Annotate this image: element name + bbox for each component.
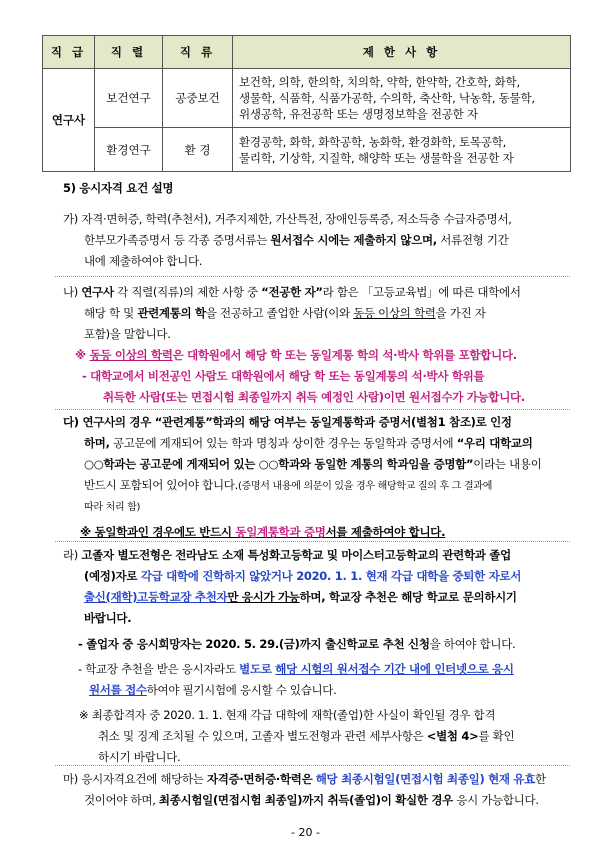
text-span: “전공한 자” [261,285,323,299]
text-line [63,475,542,497]
text-span: 해당 시험의 원서접수 기간 내에 인터넷으로 응시 [275,662,514,676]
paragraph-ra [63,545,521,768]
text-line [63,303,525,324]
text-span: 원서를 접수 [89,683,147,697]
series-cell: 보건연구 [95,69,163,128]
text-span: 각 직렬(직류)의 제한 사항 중 [113,285,262,299]
dash-line [63,659,521,680]
text-span: 하여야 필기시험에 응시할 수 있습니다. [146,683,337,697]
text-span: 취소 및 징계 조치될 수 있으며, 고졸자 별도전형과 관련 세부사항은 [98,729,427,743]
table-row [43,128,571,172]
text-span: 을 하여야 합니다. [429,637,516,651]
text-span: ※ [75,348,90,362]
paragraph-da [63,412,542,543]
restriction-cell [233,128,571,172]
text-span: (증명서 내용에 의문이 있을 경우 해당학교 질의 후 그 결과에 [237,481,493,492]
text-line: 다) 연구사의 경우 “관련계통”학과의 해당 여부는 동일계통학과 증명서(별첨1 참조)로 인정 [63,415,512,429]
header-series: 직 렬 [95,36,163,69]
text-span: 나) [63,285,82,299]
divider [55,276,570,277]
text-line: 따라 처리 함) [84,502,141,513]
text-span: ○○학과는 공고문에 게재되어 있는 ○○학과와 동일한 계통의 학과임을 증명함” [84,457,474,471]
text-span: 해당 최종시험일(면접시험 최종일) 현재 유효 [315,772,536,786]
text-span: 고졸자 별도전형은 전라남도 소재 특성화고등학교 및 마이스터고등학교의 관련학과 졸업 [81,548,511,562]
text-span: 하며, [84,436,110,450]
text-line [63,545,521,566]
text-span: 라) [63,548,82,562]
note-line [63,345,525,366]
note-line [63,726,521,747]
note-line: 취득한 사람(또는 면접시험 최종일까지 취득 예정인 사람)이면 원서접수가 가능합니다. [103,390,525,404]
note-line [63,522,542,543]
text-span: 연구사 [81,285,114,299]
text-line: 가) 자격·면허증, 학력(추천서), 거주지제한, 가산특전, 장애인등록증, 저소득층 수급자증명서, [63,212,512,226]
note-line: ※ 최종합격자 중 2020. 1. 1. 현재 각급 대학에 재학(졸업)한 사실이 확인될 경우 합격 [79,708,496,722]
text-span: 반드시 포함되어 있어야 합니다. [84,478,238,492]
class-cell: 공중보건 [163,69,233,128]
table-row [43,69,571,128]
divider [55,765,570,766]
text-span: <별첨 4> [426,729,479,743]
text-span: “우리 대학교의 [456,436,533,450]
text-span: 동일계통학과 증명 [235,525,326,539]
text-span: 별도로 [239,662,276,676]
text-span: 서류전형 기간 [436,233,509,247]
text-span: 동등 이상의 학력 [353,306,436,320]
text-span: - 학교장 추천을 받은 응시자라도 [78,662,240,676]
text-line: 바랍니다. [84,611,132,625]
text-span: 서를 제출하여야 합니다. [325,525,446,539]
note-line: - 대학교에서 비전공인 사람도 대학원에서 해당 학 또는 동일계통의 석·박사 학위를 [82,369,485,383]
text-span: 출신(재학)고등학교장 추천자 [84,590,228,604]
text-span: 각급 대학에 진학하지 않았거나 2020. 1. 1. 현재 각급 대학을 중퇴한 자로서 [140,569,522,583]
text-span: 이라는 내용이 [473,457,542,471]
text-span: 한 [535,772,546,786]
text-line [63,282,525,303]
text-line [63,769,546,790]
text-span: 한부모가족증명서 등 각종 증명서류는 [84,233,271,247]
text-span: 마) 응시자격요건에 해당하는 [63,772,207,786]
class-cell: 환 경 [163,128,233,172]
dash-line [63,680,521,701]
text-span: - 졸업자 중 응시희망자는 2020. 5. 29.(금)까지 출신학교로 추천 신청 [78,637,430,651]
text-span: 원서접수 시에는 제출하지 않으며, [270,233,437,247]
text-line [63,454,542,475]
note-line: 하시기 바랍니다. [98,750,181,764]
text-line [63,790,546,811]
text-line: 포함)을 말합니다. [84,327,171,341]
text-line [63,433,542,454]
text-span: 관련계통의 학 [137,306,206,320]
text-span: 은 대학원에서 해당 학 또는 동일계통 학의 석·박사 학위를 포함합니다. [172,348,517,362]
text-span: 를 확인 [478,729,515,743]
header-restriction: 제 한 사 항 [233,36,571,69]
paragraph-na [63,282,525,408]
restriction-cell [233,69,571,128]
text-span: 자격증·면허증·학력은 [206,772,313,786]
page-number: - 20 - [291,826,320,839]
text-span: 만 응시가 가능 [227,590,300,604]
text-line: 내에 제출하여야 합니다. [84,254,203,268]
restriction-line: 생물학, 식품학, 식품가공학, 수의학, 축산학, 낙농학, 동물학, [239,91,535,105]
dash-line [63,634,521,655]
text-span: 라 함은 「고등교육법」에 따른 대학에서 [322,285,521,299]
restriction-line: 물리학, 기상학, 지질학, 해양학 또는 생물학을 전공한 자 [239,150,514,165]
paragraph-ga [63,209,512,272]
text-line [63,587,521,608]
section-title: 5) 응시자격 요건 설명 [63,181,174,195]
paragraph-ma [63,769,546,811]
text-span: (예정)자로 [84,569,141,583]
table-header-row [43,36,571,69]
text-span: 하며, 학교장 추천은 해당 학교로 문의하시기 [299,590,517,604]
requirements-table [42,35,571,172]
header-rank: 직 급 [43,36,95,69]
text-span: 동등 이상의 학력 [89,348,173,362]
divider [55,409,570,410]
header-class: 직 류 [163,36,233,69]
restriction-line: 위생공학, 유전공학 또는 생명정보학을 전공한 자 [239,107,478,121]
text-span: 것이어야 하며, [84,793,159,807]
restriction-line: 보건학, 의학, 한의학, 치의학, 약학, 한약학, 간호학, 화학, [239,75,520,89]
divider [55,541,570,542]
text-span: 응시 가능합니다. [452,793,539,807]
text-span: 해당 학 및 [84,306,138,320]
text-span: ※ 동일학과인 경우에도 반드시 [80,525,236,539]
rank-cell: 연구사 [43,69,95,172]
text-span: 공고문에 게재되어 있는 학과 명칭과 상이한 경우는 동일학과 증명서에 [109,436,457,450]
restriction-line: 환경공학, 화학, 화학공학, 농화학, 환경화학, 토목공학, [239,134,507,149]
text-line [63,230,512,251]
text-span: 을 가진 자 [435,306,486,320]
series-cell: 환경연구 [95,128,163,172]
text-line [63,566,521,587]
text-span: 을 전공하고 졸업한 사람(이와 [205,306,354,320]
text-span: 최종시험일(면접시험 최종일)까지 취득(졸업)이 확실한 경우 [158,793,453,807]
